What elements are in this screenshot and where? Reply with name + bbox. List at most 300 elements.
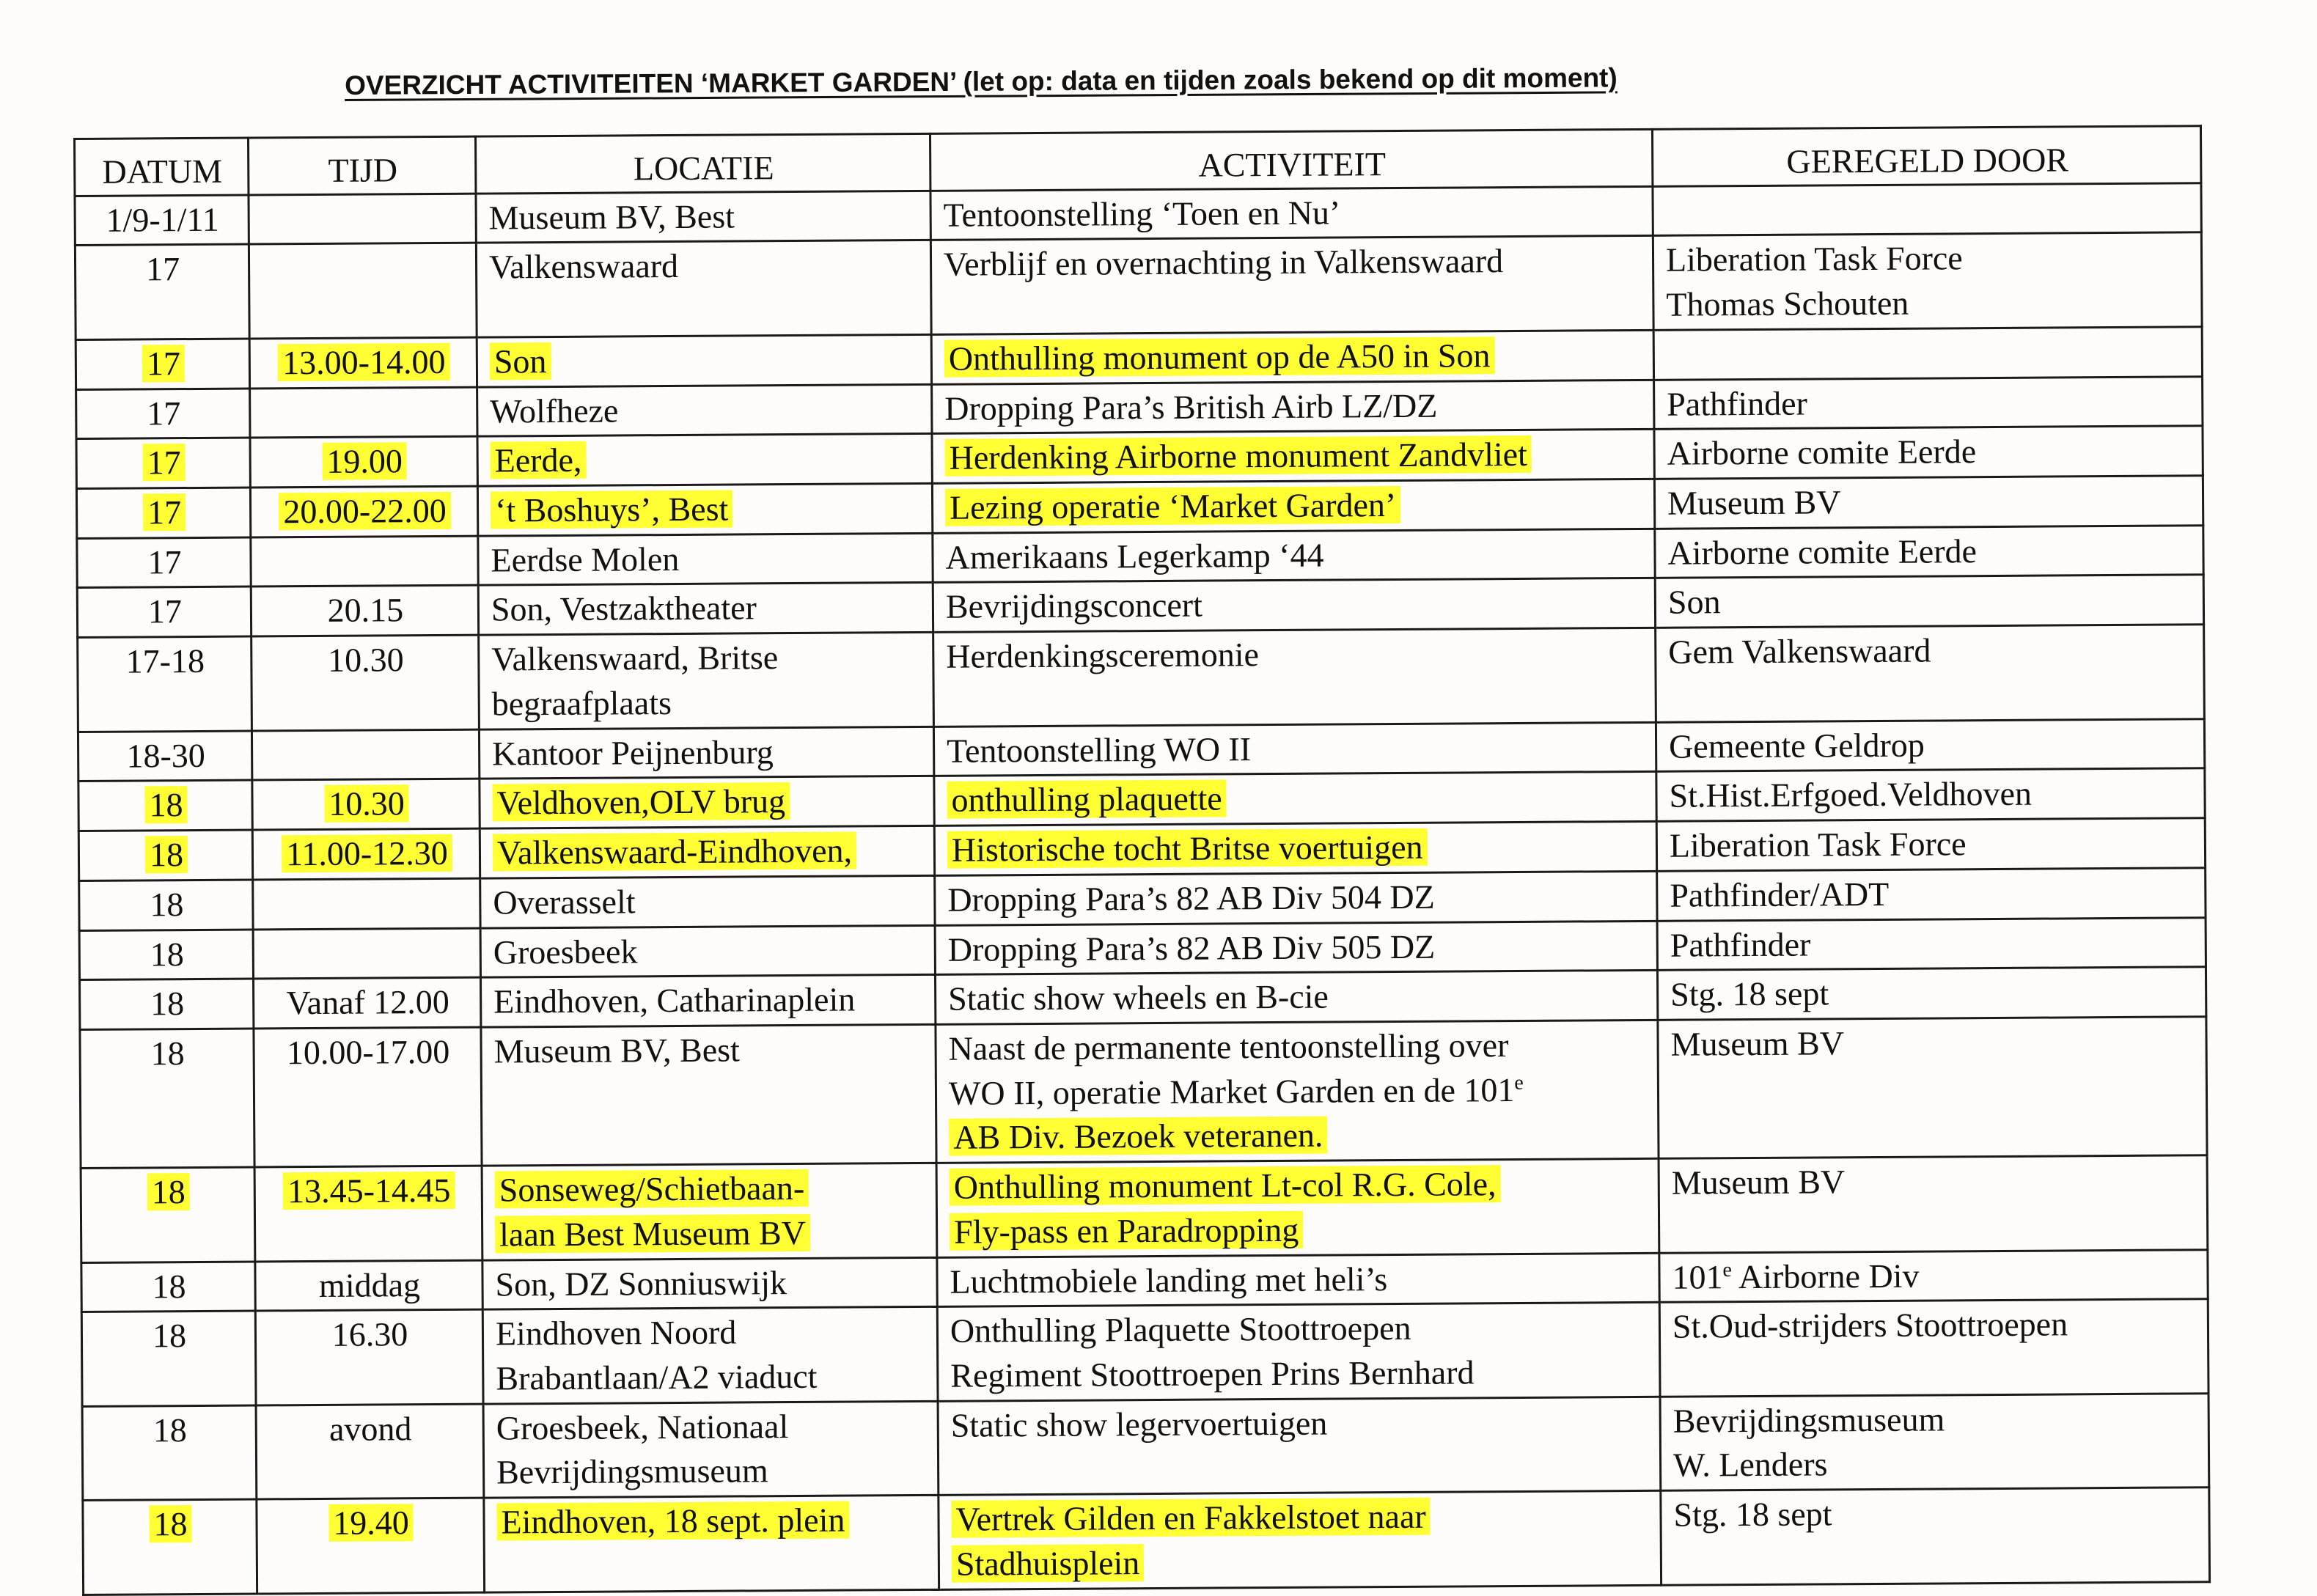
tijd-text: 19.40: [328, 1504, 414, 1542]
locatie-text: Bevrijdingsmuseum: [496, 1452, 768, 1491]
locatie-text: Eerdse Molen: [491, 540, 680, 579]
datum-text: 17-18: [125, 642, 205, 680]
datum-text: 18: [150, 935, 184, 973]
cell-activiteit: [935, 971, 1657, 1025]
geregeld-door-text: W. Lenders: [1672, 1445, 1828, 1485]
cell-activiteit: [930, 186, 1653, 240]
tijd-text: Vanaf 12.00: [286, 983, 450, 1022]
geregeld-door-line: [1670, 1019, 2195, 1067]
activiteit-line: [950, 1350, 1648, 1399]
cell-activiteit: [937, 1253, 1659, 1307]
cell-activiteit: [932, 380, 1654, 434]
tijd-text: 10.30: [327, 641, 404, 680]
activiteit-text: Onthulling monument Lt-col R.G. Cole,: [950, 1165, 1501, 1206]
geregeld-door-text: Stg. 18 sept: [1670, 974, 1829, 1013]
geregeld-door-text: Liberation Task Force: [1669, 825, 1967, 864]
geregeld-door-text: Museum BV: [1671, 1163, 1846, 1202]
activities-table: [73, 125, 2211, 1595]
cell-locatie: [480, 825, 934, 878]
activiteit-text: Herdenking Airborne monument Zandvliet: [945, 435, 1532, 477]
tijd-text: 11.00-12.30: [282, 834, 452, 872]
locatie-text: Son, DZ Sonniuswijk: [495, 1263, 787, 1303]
activiteit-line: [950, 1305, 1648, 1354]
geregeld-door-line: [1672, 1302, 2197, 1350]
cell-tijd: [254, 977, 481, 1029]
cell-activiteit: [930, 236, 1653, 334]
locatie-line: [496, 1354, 926, 1401]
geregeld-door-line: [1670, 970, 2195, 1018]
cell-locatie: [478, 533, 933, 586]
cell-locatie: [477, 334, 931, 387]
locatie-text: Museum BV, Best: [493, 1031, 741, 1070]
activiteit-line: [945, 482, 1643, 531]
locatie-line: [496, 1498, 927, 1545]
locatie-text: Brabantlaan/A2 viaduct: [496, 1357, 818, 1397]
activiteit-text: Verblijf en overnachting in Valkenswaard: [943, 242, 1504, 284]
cell-datum: [75, 244, 249, 339]
locatie-line: [496, 1309, 926, 1356]
cell-activiteit: [933, 578, 1655, 633]
geregeld-door-text: Museum BV: [1667, 483, 1841, 522]
cell-datum: [78, 830, 252, 880]
activiteit-text: Herdenkingsceremonie: [946, 636, 1260, 675]
cell-geregeld-door: [1656, 818, 2205, 871]
cell-geregeld-door: [1654, 476, 2203, 529]
cell-datum: [80, 979, 254, 1029]
cell-geregeld-door: [1655, 575, 2203, 628]
activiteit-line: [945, 532, 1643, 581]
activiteit-line: [946, 630, 1644, 680]
cell-tijd: [255, 1260, 482, 1312]
cell-locatie: [480, 875, 935, 928]
geregeld-door-line: [1672, 1158, 2196, 1205]
cell-geregeld-door: [1657, 967, 2206, 1020]
cell-geregeld-door: [1653, 232, 2202, 330]
geregeld-door-text: Airborne comite Eerde: [1667, 532, 1978, 572]
cell-geregeld-door: [1653, 327, 2202, 380]
cell-geregeld-door: [1661, 1487, 2210, 1585]
cell-geregeld-door: [1656, 718, 2204, 771]
cell-activiteit: [934, 772, 1656, 826]
cell-locatie: [481, 975, 936, 1028]
activiteit-line: [951, 1493, 1649, 1542]
locatie-text: begraafplaats: [491, 683, 672, 723]
table-row: [82, 1393, 2209, 1500]
datum-text: 18: [147, 1173, 190, 1210]
cell-tijd: [253, 928, 480, 979]
tijd-text: 19.00: [322, 443, 407, 481]
cell-datum: [78, 780, 252, 831]
activiteit-line: [948, 973, 1646, 1022]
header-tijd: TIJD: [249, 136, 476, 195]
activiteit-text: Naast de permanente tentoonstelling over: [948, 1026, 1509, 1067]
cell-geregeld-door: [1659, 1249, 2208, 1302]
locatie-line: [493, 878, 923, 925]
cell-locatie: [476, 240, 931, 337]
locatie-text: Valkenswaard, Britse: [491, 639, 779, 678]
cell-datum: [77, 587, 251, 638]
locatie-line: [489, 243, 919, 290]
activiteit-line: [946, 581, 1644, 630]
tijd-text: 13.45-14.45: [283, 1172, 455, 1210]
geregeld-door-text: Museum BV: [1670, 1024, 1845, 1063]
locatie-line: [496, 1404, 927, 1451]
geregeld-door-text: Stg. 18 sept: [1673, 1495, 1832, 1534]
datum-text: 17: [147, 592, 183, 630]
activiteit-line: [948, 1023, 1646, 1072]
locatie-text: Eindhoven Noord: [495, 1313, 737, 1353]
geregeld-door-line: [1668, 628, 2192, 675]
locatie-line: [495, 1166, 925, 1213]
locatie-text: Son: [490, 342, 551, 380]
locatie-line: [495, 1210, 925, 1257]
geregeld-door-text: St.Hist.Erfgoed.Veldhoven: [1669, 775, 2033, 815]
cell-activiteit: [939, 1490, 1661, 1589]
cell-activiteit: [937, 1303, 1660, 1401]
datum-text: 18: [153, 1411, 187, 1449]
cell-datum: [76, 339, 249, 389]
cell-locatie: [479, 633, 934, 729]
locatie-text: Museum BV, Best: [488, 197, 735, 237]
cell-datum: [78, 731, 251, 782]
cell-locatie: [477, 434, 932, 487]
geregeld-door-text: Thomas Schouten: [1666, 284, 1909, 323]
cell-tijd: [251, 536, 478, 587]
tijd-text: 20.15: [327, 591, 404, 630]
locatie-line: [492, 680, 922, 727]
header-activiteit: ACTIVITEIT: [930, 129, 1652, 191]
cell-locatie: [484, 1495, 939, 1592]
datum-text: 17: [147, 394, 181, 432]
geregeld-door-line: [1673, 1490, 2197, 1537]
cell-activiteit: [933, 722, 1656, 776]
cell-datum: [83, 1499, 257, 1595]
cell-activiteit: [935, 921, 1657, 975]
cell-activiteit: [936, 1020, 1659, 1163]
document-title: OVERZICHT ACTIVITEITEN ‘MARKET GARDEN’ (let op: data en tijden zoals bekend op dit moment): [345, 62, 1618, 100]
activiteit-text: onthulling plaquette: [947, 780, 1227, 819]
cell-geregeld-door: [1657, 868, 2206, 921]
cell-locatie: [477, 483, 932, 536]
activiteit-line: [950, 1255, 1648, 1304]
locatie-text: Eindhoven, Catharinaplein: [493, 980, 856, 1021]
activiteit-text: Fly-pass en Paradropping: [950, 1211, 1303, 1251]
locatie-text: Sonseweg/Schietbaan-: [495, 1169, 809, 1209]
activiteit-line: [945, 432, 1643, 481]
cell-tijd: [255, 1309, 483, 1405]
cell-geregeld-door: [1654, 426, 2203, 479]
geregeld-door-text: 101: [1672, 1257, 1723, 1296]
table-body: [75, 183, 2210, 1595]
cell-activiteit: [931, 330, 1653, 384]
cell-activiteit: [934, 821, 1656, 875]
geregeld-door-line: [1668, 578, 2192, 625]
geregeld-door-text: Pathfinder: [1667, 384, 1808, 423]
header-geregeld-door: GEREGELD DOOR: [1652, 126, 2200, 186]
activiteit-line: [952, 1538, 1650, 1587]
activiteit-text: Onthulling monument op de A50 in Son: [944, 337, 1495, 378]
cell-tijd: [251, 586, 478, 637]
activiteit-line: [951, 1400, 1649, 1449]
activiteit-text: Tentoonstelling WO II: [946, 729, 1252, 770]
header-locatie: LOCATIE: [475, 133, 930, 194]
cell-tijd: [251, 635, 480, 730]
activiteit-text: Onthulling Plaquette Stoottroepen: [950, 1309, 1411, 1350]
geregeld-door-text: Gem Valkenswaard: [1668, 631, 1931, 671]
tijd-text: 10.00-17.00: [286, 1032, 450, 1072]
activiteit-line: [947, 725, 1645, 774]
geregeld-door-line: [1665, 185, 2189, 188]
cell-tijd: [256, 1404, 484, 1499]
cell-geregeld-door: [1653, 183, 2201, 235]
cell-activiteit: [933, 628, 1656, 727]
cell-datum: [76, 488, 250, 538]
activiteit-line: [944, 238, 1642, 287]
locatie-line: [491, 536, 921, 583]
tijd-text: middag: [318, 1265, 421, 1304]
activiteit-text: AB Div. Bezoek veteranen.: [949, 1117, 1327, 1156]
cell-geregeld-door: [1655, 526, 2203, 578]
cell-datum: [76, 389, 250, 439]
locatie-line: [492, 779, 922, 825]
cell-locatie: [477, 384, 932, 437]
activiteit-text: Dropping Para’s 82 AB Div 504 DZ: [947, 878, 1435, 919]
cell-activiteit: [933, 529, 1655, 583]
cell-locatie: [478, 583, 933, 636]
cell-tijd: [257, 1498, 485, 1593]
cell-tijd: [249, 337, 477, 389]
geregeld-door-text: Son: [1667, 583, 1721, 622]
cell-locatie: [482, 1307, 938, 1404]
activiteit-line: [947, 874, 1645, 923]
tijd-text: avond: [328, 1409, 412, 1448]
cell-activiteit: [938, 1397, 1661, 1495]
cell-geregeld-door: [1654, 376, 2203, 429]
activiteit-text: Dropping Para’s British Airb LZ/DZ: [944, 386, 1438, 427]
datum-text: 18: [152, 1267, 186, 1305]
cell-geregeld-door: [1659, 1299, 2208, 1397]
geregeld-door-line: [1669, 721, 2193, 769]
activiteit-text: Historische tocht Britse voertuigen: [947, 828, 1428, 869]
activiteit-text: Static show legervoertuigen: [950, 1404, 1328, 1444]
activiteit-text: Vertrek Gilden en Fakkelstoet naar: [951, 1498, 1431, 1538]
datum-text: 18: [149, 1505, 191, 1542]
activiteit-text: Luchtmobiele landing met heli’s: [950, 1259, 1388, 1301]
superscript: e: [1514, 1071, 1524, 1095]
geregeld-door-text: Pathfinder: [1670, 925, 1811, 964]
locatie-line: [490, 387, 920, 434]
cell-locatie: [480, 776, 934, 829]
cell-tijd: [254, 1027, 482, 1167]
cell-locatie: [483, 1401, 939, 1498]
locatie-text: Overasselt: [493, 883, 636, 922]
locatie-line: [491, 585, 922, 632]
datum-text: 18: [150, 885, 184, 924]
geregeld-door-line: [1670, 820, 2194, 868]
cell-tijd: [252, 828, 480, 880]
activiteit-line: [950, 1206, 1648, 1255]
geregeld-door-text: Airborne comite Eerde: [1667, 433, 1977, 473]
table-row: [81, 1299, 2208, 1406]
cell-geregeld-door: [1657, 917, 2206, 970]
cell-activiteit: [935, 871, 1657, 925]
datum-text: 18: [150, 985, 185, 1023]
geregeld-door-line: [1666, 235, 2190, 283]
locatie-text: Eindhoven, 18 sept. plein: [496, 1501, 849, 1541]
locatie-line: [492, 729, 922, 776]
cell-datum: [79, 930, 253, 980]
geregeld-door-text: Airborne Div: [1731, 1257, 1920, 1295]
locatie-text: Wolfheze: [490, 391, 619, 430]
cell-locatie: [479, 727, 933, 779]
activiteit-line: [947, 824, 1645, 873]
table-row: [75, 232, 2202, 339]
activiteit-text: Static show wheels en B-cie: [948, 977, 1329, 1018]
locatie-line: [491, 635, 922, 682]
locatie-line: [490, 337, 920, 384]
datum-text: 17: [145, 250, 180, 288]
activiteit-line: [944, 333, 1642, 382]
geregeld-door-text: Gemeente Geldrop: [1668, 726, 1925, 765]
cell-locatie: [482, 1257, 937, 1310]
table-row: [80, 1017, 2207, 1169]
activiteit-text: Dropping Para’s 82 AB Div 505 DZ: [947, 927, 1436, 968]
geregeld-door-line: [1670, 920, 2195, 968]
cell-datum: [75, 195, 249, 246]
cell-geregeld-door: [1659, 1155, 2208, 1253]
datum-text: 18: [150, 1034, 185, 1073]
geregeld-door-line: [1670, 870, 2194, 918]
activiteit-text: Tentoonstelling ‘Toen en Nu’: [943, 194, 1341, 234]
locatie-line: [491, 436, 921, 483]
tijd-text: 20.00-22.00: [279, 492, 451, 530]
locatie-text: Groesbeek: [493, 932, 638, 971]
locatie-line: [491, 486, 921, 533]
locatie-text: laan Best Museum BV: [495, 1214, 810, 1254]
cell-tijd: [254, 1166, 482, 1261]
datum-text: 18: [152, 1317, 187, 1355]
activiteit-line: [947, 774, 1645, 823]
locatie-text: Kantoor Peijnenburg: [491, 732, 774, 773]
datum-text: 18-30: [126, 736, 205, 775]
cell-tijd: [253, 878, 480, 930]
geregeld-door-line: [1667, 379, 2191, 427]
tijd-text: 10.30: [324, 785, 409, 823]
locatie-line: [488, 194, 919, 240]
tijd-text: 13.00-14.00: [278, 343, 450, 381]
cell-datum: [80, 1029, 254, 1169]
activiteit-line: [950, 1161, 1648, 1210]
cell-datum: [78, 636, 252, 732]
cell-datum: [77, 537, 251, 588]
cell-datum: [81, 1262, 255, 1312]
activiteit-text: Bevrijdingsconcert: [945, 586, 1203, 626]
locatie-text: Son, Vestzaktheater: [491, 589, 757, 628]
cell-locatie: [480, 925, 935, 978]
cell-datum: [82, 1405, 257, 1501]
activiteit-text: WO II, operatie Market Garden en de 101: [948, 1070, 1515, 1112]
locatie-text: Eerde,: [491, 441, 587, 479]
geregeld-door-line: [1673, 1441, 2197, 1488]
cell-tijd: [251, 729, 479, 781]
locatie-text: Groesbeek, Nationaal: [496, 1407, 789, 1447]
datum-text: 17: [143, 444, 186, 481]
cell-locatie: [482, 1163, 937, 1259]
activiteit-line: [948, 923, 1646, 972]
activiteit-text: Amerikaans Legerkamp ‘44: [945, 536, 1324, 576]
locatie-line: [493, 977, 924, 1024]
locatie-line: [493, 828, 923, 875]
cell-datum: [81, 1311, 256, 1406]
datum-text: 18: [145, 836, 188, 873]
geregeld-door-line: [1669, 771, 2193, 819]
activiteit-text: Stadhuisplein: [952, 1544, 1145, 1583]
header-datum: DATUM: [75, 138, 249, 196]
cell-locatie: [476, 191, 930, 243]
table-row: [81, 1155, 2208, 1262]
geregeld-door-line: [1667, 528, 2192, 575]
activiteit-text: Regiment Stoottroepen Prins Bernhard: [950, 1353, 1475, 1394]
cell-activiteit: [932, 479, 1654, 533]
geregeld-door-line: [1667, 329, 2191, 332]
locatie-text: Veldhoven,OLV brug: [492, 782, 790, 821]
cell-geregeld-door: [1660, 1393, 2209, 1490]
cell-tijd: [250, 486, 477, 537]
cell-tijd: [250, 436, 477, 488]
geregeld-door-line: [1673, 1396, 2197, 1444]
cell-tijd: [249, 243, 477, 339]
locatie-line: [496, 1448, 927, 1495]
geregeld-door-line: [1667, 478, 2192, 526]
cell-activiteit: [936, 1158, 1659, 1257]
geregeld-door-text: Liberation Task Force: [1665, 239, 1963, 279]
locatie-line: [493, 927, 924, 974]
cell-locatie: [481, 1024, 936, 1166]
geregeld-door-line: [1666, 280, 2190, 328]
cell-datum: [81, 1167, 255, 1262]
datum-text: 1/9-1/11: [106, 200, 219, 239]
geregeld-door-line: [1672, 1252, 2196, 1300]
locatie-text: Valkenswaard: [488, 247, 679, 286]
locatie-line: [495, 1259, 925, 1306]
activiteit-line: [949, 1111, 1647, 1161]
table-row: [78, 625, 2205, 732]
activiteit-text: Lezing operatie ‘Market Garden’: [945, 486, 1400, 526]
activiteit-line: [944, 383, 1642, 432]
locatie-text: ‘t Boshuys’, Best: [491, 490, 732, 529]
cell-tijd: [250, 387, 477, 438]
cell-datum: [79, 880, 253, 930]
activiteit-line: [943, 189, 1641, 238]
cell-geregeld-door: [1656, 625, 2205, 722]
activiteit-line: [949, 1067, 1647, 1117]
datum-text: 18: [144, 786, 187, 823]
superscript: e: [1722, 1258, 1733, 1281]
cell-geregeld-door: [1658, 1017, 2207, 1159]
activities-sheet: [73, 125, 2208, 1595]
cell-datum: [76, 438, 250, 488]
locatie-line: [493, 1027, 924, 1074]
datum-text: 17: [143, 493, 186, 531]
datum-text: 17: [147, 543, 182, 581]
table-row: [83, 1487, 2210, 1595]
datum-text: 17: [142, 345, 185, 382]
geregeld-door-text: Bevrijdingsmuseum: [1672, 1400, 1945, 1440]
cell-tijd: [252, 779, 480, 830]
cell-activiteit: [932, 430, 1654, 484]
geregeld-door-text: St.Oud-strijders Stoottroepen: [1672, 1305, 2068, 1345]
geregeld-door-text: Pathfinder/ADT: [1670, 875, 1890, 914]
